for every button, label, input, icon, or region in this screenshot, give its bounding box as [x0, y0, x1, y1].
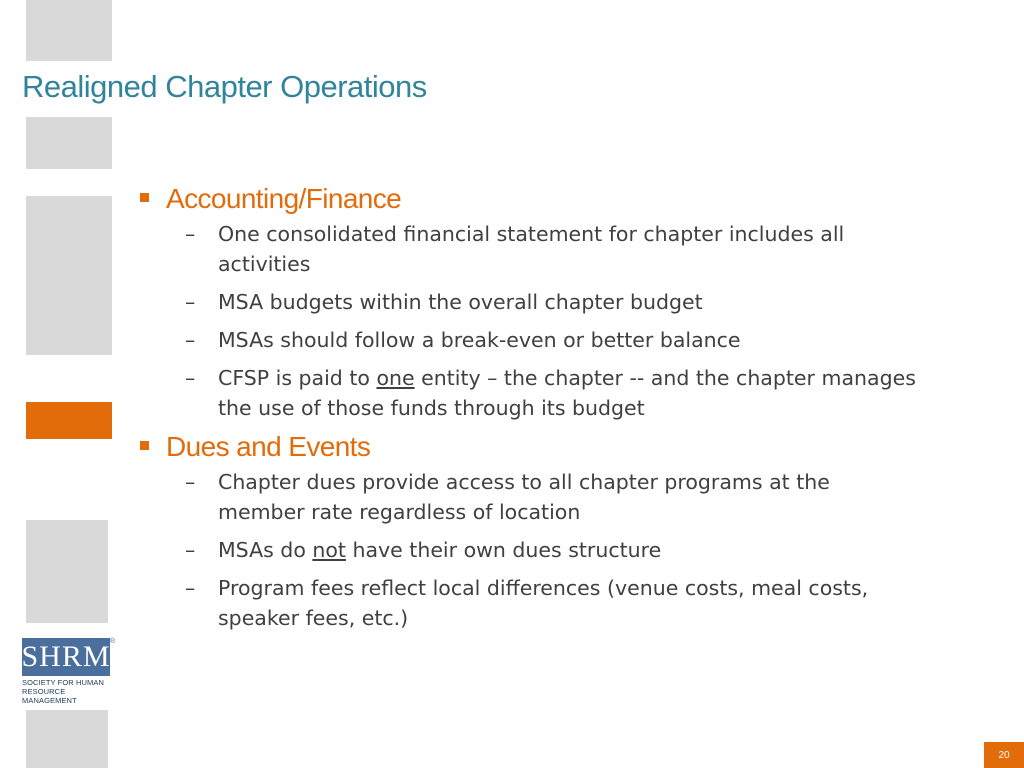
- side-bar-5: [26, 520, 108, 623]
- page-number: 20: [984, 742, 1024, 768]
- underlined-word: not: [312, 538, 346, 562]
- square-bullet-icon: [140, 441, 149, 450]
- underlined-word: one: [376, 366, 415, 390]
- dash-bullet-icon: –: [185, 576, 196, 600]
- list-item: [135, 287, 918, 317]
- section-dues-events: [135, 427, 935, 633]
- list-item-text-post: entity – the chapter -- and the chapter manages the use of those funds through its budget: [218, 366, 916, 420]
- logo-tagline: [22, 678, 114, 705]
- list-item: [135, 535, 918, 565]
- list-item: [135, 467, 918, 527]
- registered-mark: ®: [109, 638, 116, 645]
- slide-content: [135, 179, 935, 641]
- bullet-list: [135, 219, 935, 423]
- side-bar-3: [26, 196, 112, 355]
- shrm-logo: [22, 638, 114, 705]
- section-heading-text: Dues and Events: [166, 431, 371, 462]
- side-bar-accent: [26, 402, 112, 439]
- section-accounting-finance: [135, 179, 935, 423]
- list-item-text: MSA budgets within the overall chapter budget: [218, 290, 703, 314]
- dash-bullet-icon: –: [185, 328, 196, 352]
- list-item-text-pre: CFSP is paid to: [218, 366, 377, 390]
- logo-line-2: RESOURCE MANAGEMENT: [22, 687, 77, 705]
- list-item: [135, 363, 918, 423]
- section-heading-text: Accounting/Finance: [166, 183, 402, 214]
- logo-mark: [21, 638, 116, 676]
- list-item-text: MSAs should follow a break-even or better balance: [218, 328, 741, 352]
- slide-title: Realigned Chapter Operations: [22, 69, 427, 104]
- logo-mark-text: SHRM: [21, 640, 111, 673]
- list-item-text-post: have their own dues structure: [345, 538, 662, 562]
- dash-bullet-icon: –: [185, 222, 196, 246]
- list-item-text-pre: MSAs do: [218, 538, 313, 562]
- section-heading: [135, 427, 935, 467]
- dash-bullet-icon: –: [185, 538, 196, 562]
- bullet-list: [135, 467, 935, 633]
- dash-bullet-icon: –: [185, 470, 196, 494]
- dash-bullet-icon: –: [185, 366, 196, 390]
- list-item: [135, 325, 918, 355]
- side-bar-6: [26, 710, 108, 768]
- list-item-text: Program fees reflect local differences (venue costs, meal costs, speaker fees, etc.): [218, 576, 869, 630]
- list-item-text: One consolidated financial statement for chapter includes all activities: [218, 222, 845, 276]
- side-bar-1: [26, 0, 112, 61]
- list-item: [135, 573, 918, 633]
- square-bullet-icon: [140, 193, 149, 202]
- side-bar-2: [26, 117, 112, 169]
- list-item-text: Chapter dues provide access to all chapter programs at the member rate regardless of location: [218, 470, 830, 524]
- logo-line-1: SOCIETY FOR HUMAN: [22, 678, 104, 687]
- list-item: [135, 219, 918, 279]
- dash-bullet-icon: –: [185, 290, 196, 314]
- section-heading: [135, 179, 935, 219]
